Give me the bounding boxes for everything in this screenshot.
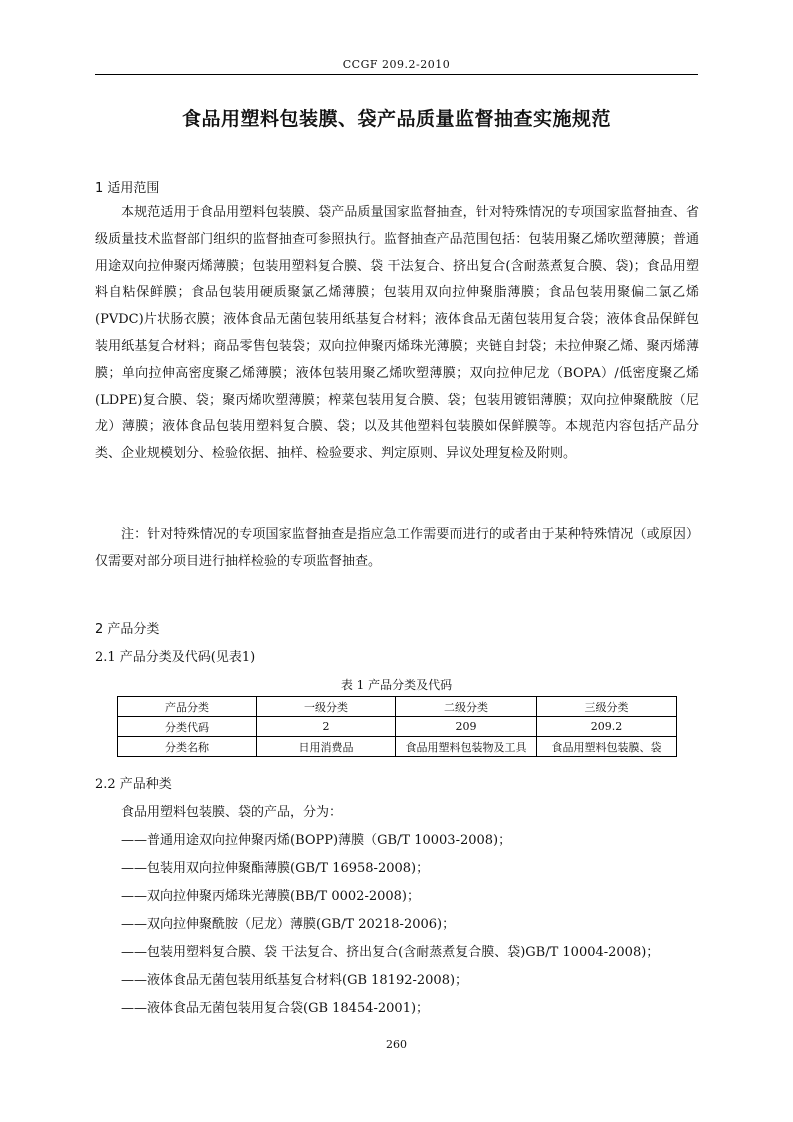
product-type-item: ——包装用双向拉伸聚酯薄膜(GB/T 16958-2008)；: [121, 861, 430, 876]
product-type-item: ——液体食品无菌包装用复合袋(GB 18454-2001)；: [121, 1001, 430, 1016]
table-cell: 分类代码: [118, 717, 257, 737]
table-row: [118, 717, 677, 737]
subsection-2-2-heading: 2.2 产品种类: [95, 777, 172, 792]
product-type-item: ——普通用途双向拉伸聚丙烯(BOPP)薄膜（GB/T 10003-2008)；: [121, 833, 512, 848]
table-cell: 日用消费品: [257, 737, 396, 757]
page-number: 260: [386, 1038, 407, 1051]
document-title: 食品用塑料包装膜、袋产品质量监督抽查实施规范: [181, 108, 611, 130]
running-header: CCGF 209.2-2010: [342, 58, 451, 71]
product-type-item: ——包装用塑料复合膜、袋 干法复合、挤出复合(含耐蒸煮复合膜、袋)GB/T 10004-2008)；: [121, 945, 660, 960]
table-cell: 2: [257, 717, 396, 737]
product-type-item: ——双向拉伸聚丙烯珠光薄膜(BB/T 0002-2008)；: [121, 889, 420, 904]
product-type-item: ——双向拉伸聚酰胺（尼龙）薄膜(GB/T 20218-2006)；: [121, 917, 456, 932]
product-type-item: ——液体食品无菌包装用纸基复合材料(GB 18192-2008)；: [121, 973, 469, 988]
table-header-cell: 三级分类: [537, 697, 677, 717]
classification-table: [117, 696, 677, 757]
subsection-2-1-heading: 2.1 产品分类及代码(见表1): [95, 650, 256, 665]
table-cell: 食品用塑料包装物及工具: [396, 737, 537, 757]
table-header-cell: 产品分类: [118, 697, 257, 717]
table-header-cell: 一级分类: [257, 697, 396, 717]
section-1-heading: 1 适用范围: [95, 181, 160, 196]
table-cell: 209.2: [537, 717, 677, 737]
section-1-paragraph: 本规范适用于食品用塑料包装膜、袋产品质量国家监督抽查，针对特殊情况的专项国家监督抽查、省级质量技术监督部门组织的监督抽查可参照执行。监督抽查产品范围包括：包装用聚乙烯吹塑薄膜；普通用途双向拉伸聚丙烯薄膜；包装用塑料复合膜、袋 干法复合、挤出复合(含耐蒸煮复合膜、袋)；食品用塑料自粘保鲜膜；食品包装用硬质聚氯乙烯薄膜；包装用双向拉伸聚脂薄膜；食品包装用聚偏二氯乙烯(PVDC)片状肠衣膜；液体食品无菌包装用纸基复合材料；液体食品无菌包装用复合袋；液体食品保鲜包装用纸基复合材料；商品零售包装袋；双向拉伸聚丙烯珠光薄膜；夹链自封袋；未拉伸聚乙烯、聚丙烯薄膜；单向拉伸高密度聚乙烯薄膜；液体包装用聚乙烯吹塑薄膜；双向拉伸尼龙（BOPA）/低密度聚乙烯(LDPE)复合膜、袋；聚丙烯吹塑薄膜；榨菜包装用复合膜、袋；包装用镀铝薄膜；双向拉伸聚酰胺（尼龙）薄膜；液体食品包装用塑料复合膜、袋；以及其他塑料包装膜如保鲜膜等。本规范内容包括产品分类、企业规模划分、检验依据、抽样、检验要求、判定原则、异议处理复检及附则。: [95, 205, 699, 462]
table-cell: 209: [396, 717, 537, 737]
table-header-row: [118, 697, 677, 717]
table-caption: 表 1 产品分类及代码: [340, 678, 453, 692]
table-cell: 分类名称: [118, 737, 257, 757]
section-1-note: 注：针对特殊情况的专项国家监督抽查是指应急工作需要而进行的或者由于某种特殊情况（或原因）仅需要对部分项目进行抽样检验的专项监督抽查。: [95, 527, 699, 569]
header-rule: [95, 74, 698, 75]
product-types-intro: 食品用塑料包装膜、袋的产品，分为：: [121, 805, 343, 820]
section-2-heading: 2 产品分类: [95, 622, 160, 637]
table-header-cell: 二级分类: [396, 697, 537, 717]
table-row: [118, 737, 677, 757]
table-cell: 食品用塑料包装膜、袋: [537, 737, 677, 757]
